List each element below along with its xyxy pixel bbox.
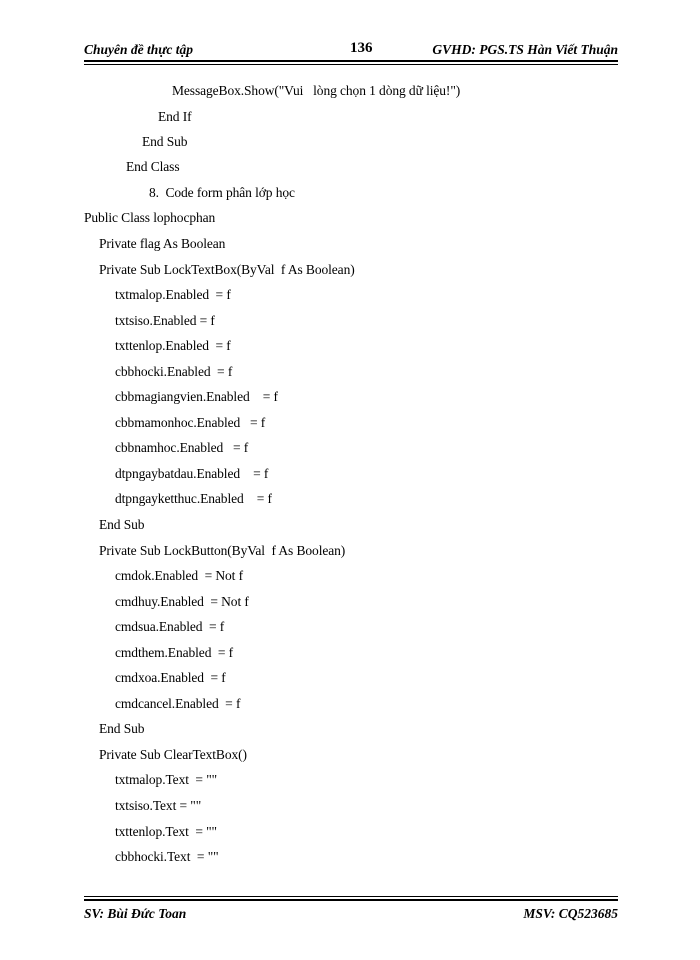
- section-heading: 8. Code form phân lớp học: [149, 185, 295, 200]
- code-line: Public Class lophocphan: [84, 210, 216, 225]
- code-line: cmdxoa.Enabled = f: [115, 670, 226, 685]
- page-footer: [84, 906, 618, 924]
- page-header: [84, 40, 618, 60]
- header-rule-thick: [84, 60, 618, 62]
- footer-rule-thick: [84, 899, 618, 901]
- header-course-title: Chuyên đề thực tập: [84, 42, 193, 57]
- code-line: cbbmagiangvien.Enabled = f: [115, 389, 278, 404]
- header-rule-thin: [84, 64, 618, 65]
- code-line: cbbnamhoc.Enabled = f: [115, 440, 249, 455]
- code-line: End Class: [126, 159, 180, 174]
- code-line: Private Sub ClearTextBox(): [99, 747, 247, 762]
- code-line: cmdsua.Enabled = f: [115, 619, 225, 634]
- code-line: dtpngayketthuc.Enabled = f: [115, 491, 272, 506]
- code-line: cmdthem.Enabled = f: [115, 645, 234, 660]
- code-line: txtsiso.Enabled = f: [115, 313, 215, 328]
- code-line: cbbhocki.Text = "": [115, 849, 219, 864]
- code-line: txttenlop.Text = "": [115, 824, 217, 839]
- code-line: cmdhuy.Enabled = Not f: [115, 594, 249, 609]
- code-line: cbbmamonhoc.Enabled = f: [115, 415, 266, 430]
- code-line: End Sub: [99, 721, 145, 736]
- code-line: txtmalop.Enabled = f: [115, 287, 231, 302]
- code-line: cbbhocki.Enabled = f: [115, 364, 233, 379]
- footer-student-name: SV: Bùi Đức Toan: [84, 906, 187, 921]
- code-line: Private flag As Boolean: [99, 236, 226, 251]
- header-supervisor: GVHD: PGS.TS Hàn Viết Thuận: [432, 42, 618, 57]
- code-line: MessageBox.Show("Vui lòng chọn 1 dòng dữ liệu!"): [172, 83, 461, 98]
- code-line: txttenlop.Enabled = f: [115, 338, 231, 353]
- code-line: End Sub: [142, 134, 188, 149]
- code-line: Private Sub LockButton(ByVal f As Boolean): [99, 543, 346, 558]
- page-number: 136: [350, 40, 373, 56]
- footer-rule-thin: [84, 896, 618, 897]
- code-line: txtmalop.Text = "": [115, 772, 218, 787]
- code-line: End If: [158, 109, 192, 124]
- footer-student-id: MSV: CQ523685: [523, 906, 618, 921]
- code-line: txtsiso.Text = "": [115, 798, 202, 813]
- code-line: dtpngaybatdau.Enabled = f: [115, 466, 269, 481]
- code-line: Private Sub LockTextBox(ByVal f As Boolean): [99, 262, 355, 277]
- code-line: cmdok.Enabled = Not f: [115, 568, 244, 583]
- code-line: End Sub: [99, 517, 145, 532]
- code-line: cmdcancel.Enabled = f: [115, 696, 241, 711]
